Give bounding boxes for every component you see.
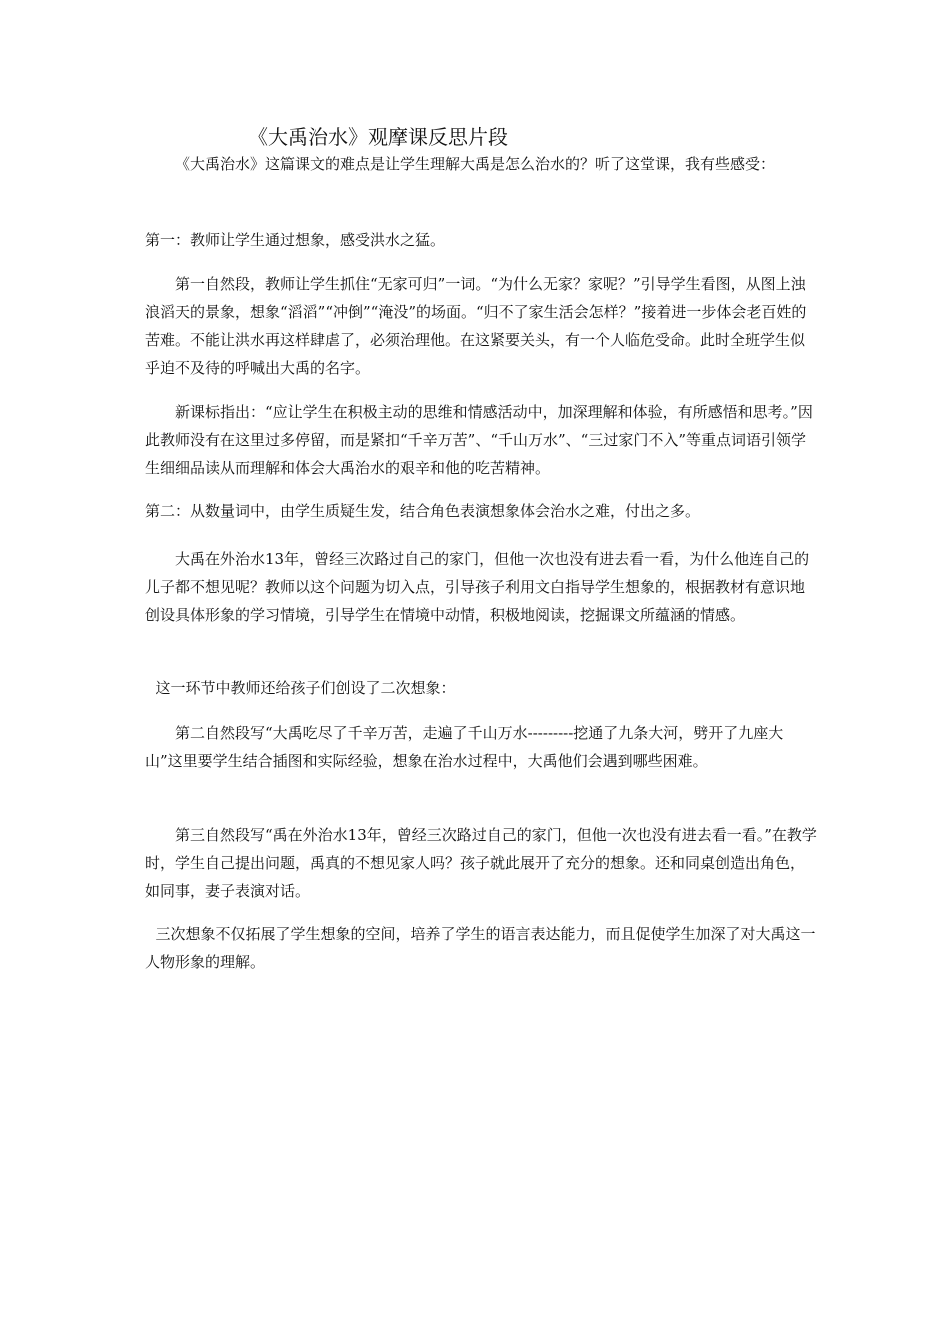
- paragraph-second-section: 第二自然段写“大禹吃尽了千辛万苦，走遍了千山万水---------挖通了九条大河，劈开了九座大山”这里要学生结合插图和实际经验，想象在治水过程中，大禹他们会遇到哪些困难。: [145, 724, 784, 770]
- paragraph-point-one-heading: 第一：教师让学生通过想象，感受洪水之猛。: [145, 231, 446, 249]
- paragraph-third-section: 第三自然段写“禹在外治水13年，曾经三次路过自己的家门，但他一次也没有进去看一看。”在教学时，学生自己提出问题，禹真的不想见家人吗？孩子就此展开了充分的想象。还和同桌创造出角色，如同事，妻子表演对话。: [145, 826, 817, 900]
- paragraph-point-two-heading: 第二：从数量词中，由学生质疑生发，结合角色表演想象体会治水之难，付出之多。: [145, 502, 701, 520]
- paragraph-second-imagination: 这一环节中教师还给孩子们创设了二次想象：: [155, 679, 456, 697]
- paragraph-intro: 《大禹治水》这篇课文的难点是让学生理解大禹是怎么治水的？听了这堂课，我有些感受：: [175, 155, 776, 173]
- document-title: 《大禹治水》观摩课反思片段: [248, 125, 508, 149]
- paragraph-thirteen-years: 大禹在外治水13年，曾经三次路过自己的家门，但他一次也没有进去看一看，为什么他连自己的儿子都不想见呢？教师以这个问题为切入点，引导孩子利用文白指导学生想象的，根据教材有意识地创设具体形象的学习情境，引导学生在情境中动情，积极地阅读，挖掘课文所蕴涵的情感。: [145, 550, 810, 624]
- paragraph-first-section: 第一自然段，教师让学生抓住“无家可归”一词。“为什么无家？家呢？”引导学生看图，从图上浊浪滔天的景象，想象“滔滔”“冲倒”“淹没”的场面。“归不了家生活会怎样？”接着进一步体会老百姓的苦难。不能让洪水再这样肆虐了，必须治理他。在这紧要关头，有一个人临危受命。此时全班学生似乎迫不及待的呼喊出大禹的名字。: [145, 275, 807, 377]
- paragraph-curriculum-standard: 新课标指出：“应让学生在积极主动的思维和情感活动中，加深理解和体验，有所感悟和思考。”因此教师没有在这里过多停留，而是紧扣“千辛万苦”、“千山万水”、“三过家门不入”等重点词语引领学生细细品读从而理解和体会大禹治水的艰辛和他的吃苦精神。: [145, 403, 813, 477]
- paragraph-conclusion: 三次想象不仅拓展了学生想象的空间，培养了学生的语言表达能力，而且促使学生加深了对大禹这一人物形象的理解。: [145, 925, 816, 971]
